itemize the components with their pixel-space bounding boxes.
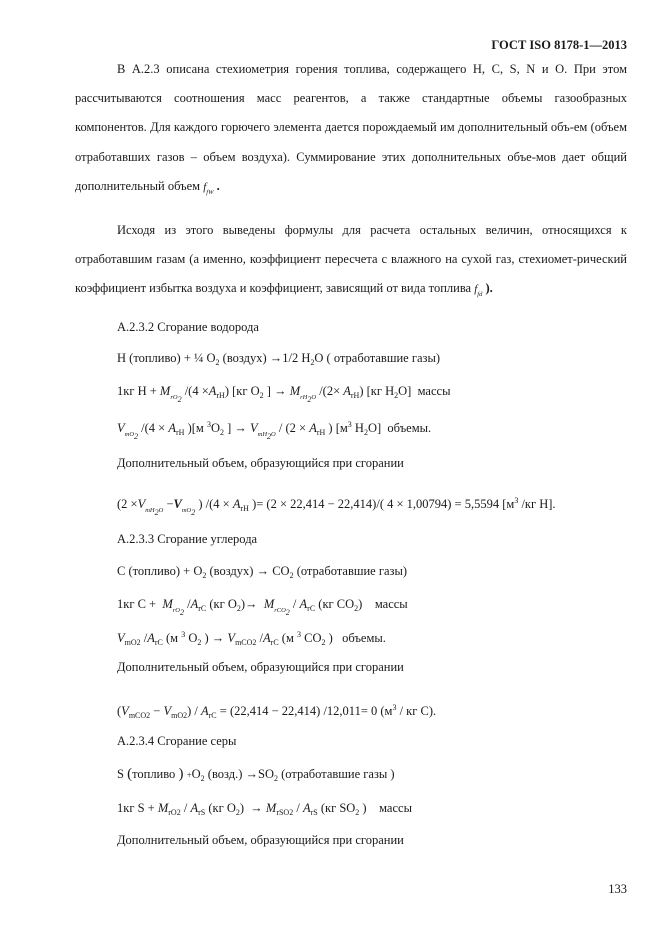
volumes-label-c: объемы. [342,631,386,645]
volumes-label: объемы. [387,421,432,435]
page-header: ГОСТ ISO 8178-1—2013 [491,38,627,52]
heading-hydrogen: А.2.3.2 Сгорание водорода [117,320,259,334]
equation-hydrogen-volumes: $V_{mO_2}$ $/(4 \times A_{rH}$ )[м $^3O_2$ ] → $V_{mH_2O} / (2 \times A_{rH}$ ) [$м^3$ $H_2O$] объемы. [117,420,432,441]
equation-sulfur-reaction: S (топливо ) $+O_2$ (возд.) $\to SO_2$ (отработавшие газы ) [117,766,395,783]
paragraph-stoichiometry: В А.2.3 описана стехиометрия горения топлива, содержащего H, C, S, N и O. При этом рассчитываются соотношения масс реагентов, а также стандартные объемы газообразных компонентов. Для каждого горючего элемента дается порождаемый им дополнительный объ-ем (объем отработавших газов – объем воздуха). Суммирование этих дополнительных объе-мов дает общий дополнительный объем $f_{fW}$ . [75,62,627,196]
paragraph-formulas: Исходя из этого выведены формулы для расчета остальных величин, относящихся к отработавшим газам (а именно, коэффициент пересчета с влажного на сухой газ, стехиомет-рический коэффициент избытка воздуха и коэффициент, зависящий от вида топлива $f_{fd}$ ). [75,223,627,299]
equation-carbon-masses: 1кг $C + M_{rO_2}$ $/A_{rC}$ (кг $O_2)\to M_{rCO_2} / A_{rC}$ (кг $CO_2$) массы [117,597,408,617]
masses-label: массы [417,384,451,398]
equation-hydrogen-extra: ($2 \times V_{mH_2O} -V_{mO_2}$ ) $/(4 \times A_{rH}$ )= (2 × 22,414 − 22,414)/( 4 × 1,00794) = 5,5594 [$м^3$ /кг H]. [117,496,556,517]
extra-volume-label-s: Дополнительный объем, образующийся при сгорании [117,833,404,847]
masses-label-c: массы [374,597,408,611]
extra-volume-label-h: Дополнительный объем, образующийся при сгорании [117,456,404,470]
heading-carbon: А.2.3.3 Сгорание углерода [117,532,258,546]
heading-sulfur: А.2.3.4 Сгорание серы [117,734,237,748]
equation-carbon-volumes: $V_{mO2}$ $/A_{rC}$ (м $^3$ $O_2$ ) → $V_{mCO2}$ $/A_{rC}$ (м $^3$ $CO_2$ ) объемы. [117,630,386,647]
equation-hydrogen-masses: 1кг $H + M_{rO_2}$ $/(4 \times A_{rH})$ [кг $O_2$ ] → $M_{rH_2O}$ $/(2\times A_{rH})$ [кг $H_2O$] массы [117,384,451,404]
page-number: 133 [608,882,627,896]
para2-text: Исходя из этого выведены формулы для расчета остальных величин, относящихся к отработавшим газам (а именно, коэффициент пересчета с влажного на сухой газ, стехиомет-рический коэффициент избытка воздуха и коэффициент, зависящий от вида топлива [75,223,627,296]
equation-sulfur-masses: 1кг $S + M_{rO2} / A_{rS}$ (кг $O_2) \to M_{rSO2} / A_{rS}$ (кг $SO_2$ ) массы [117,801,412,817]
equation-carbon-reaction: C (топливо) + $O_2$ (воздух) → $CO_2$ (отработавшие газы) [117,564,408,580]
equation-hydrogen-reaction: H (топливо) + ¼ $O_2$ (воздух) →1/2 $H_2O$ ( отработавшие газы) [117,351,441,367]
masses-label-s: массы [379,801,412,815]
extra-volume-label-c: Дополнительный объем, образующийся при сгорании [117,660,404,674]
equation-carbon-extra: $(V_{mCO2} - V_{mO2}) / A_{rC} = (22,414 - 22,414)$ /12,011= 0 ($м^3$ / кг C). [117,703,437,720]
para1-text: В А.2.3 описана стехиометрия горения топлива, содержащего H, C, S, N и O. При этом рассчитываются соотношения масс реагентов, а также стандартные объемы газообразных компонентов. Для каждого горючего элемента дается порождаемый им дополнительный объ-ем (объем отработавших газов – объем воздуха). Суммирование этих дополнительных объе-мов дает общий дополнительный объем [75,62,627,193]
